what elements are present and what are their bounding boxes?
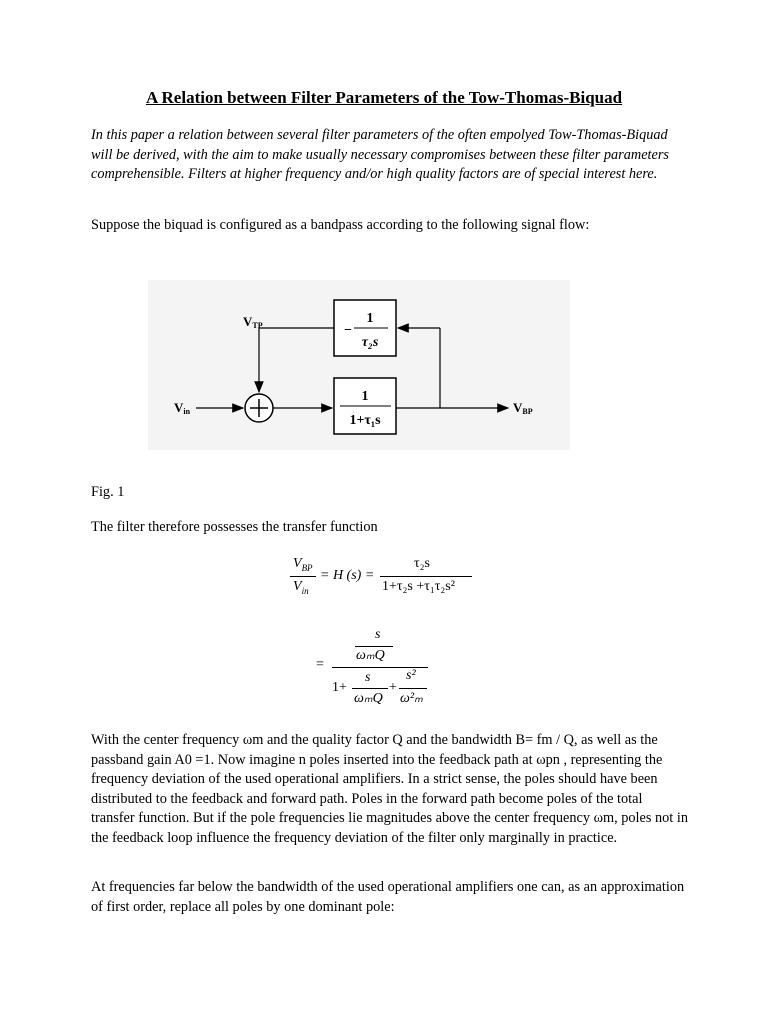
eq1-rhs-num: τ₂s	[414, 556, 430, 571]
top-block-den: τ₂s	[361, 335, 379, 350]
eq2-num-den: ωₘQ	[356, 648, 385, 663]
svg-text:VBP	[513, 400, 533, 416]
top-block-num: 1	[366, 311, 374, 326]
eq2-equals: =	[316, 657, 324, 672]
eq2-den-t1-den: ωₘQ	[354, 691, 383, 706]
eq2-den-t1-num: s	[365, 670, 371, 685]
body-paragraph-1: With the center frequency ωm and the quality factor Q and the bandwidth B= fm / Q, as well as the passband gain A0 =1. Now imagine n poles inserted into the feedback path at ωpn , representing the frequency deviation of the used operational amplifiers. In a strict sense, the poles should have been distributed to the feedback and forward path. Poles in the forward path become poles of the total transfer function. But if the pole frequencies lie magnitudes above the center frequency ωm, poles not in the feedback loop influence the frequency deviation of the filter only marginally in practice.	[91, 732, 688, 846]
eq2-num-num: s	[375, 627, 381, 642]
eq2-den-plus: +	[389, 680, 397, 695]
eq1-mid: = H (s) =	[320, 568, 375, 583]
vin-label: V	[174, 400, 184, 415]
vtp-label: V	[243, 314, 253, 329]
vbp-label: V	[513, 400, 523, 415]
intro-paragraph: Suppose the biquad is configured as a bandpass according to the following signal flow:	[91, 217, 590, 233]
signal-flow-figure	[148, 280, 570, 450]
body-paragraph-2: At frequencies far below the bandwidth of the used operational amplifiers one can, as an approximation of first order, replace all poles by one dominant pole:	[91, 879, 685, 915]
eq1-lhs-den: $V_{in}$	[293, 579, 309, 596]
eq1-lhs-num: $V_{BP}$	[293, 556, 313, 573]
eq1-rhs-den: 1+τ₂s +τ₁τ₂s²	[382, 579, 455, 594]
block-diagram	[148, 280, 570, 450]
eq2-den-t2-den: ω²ₘ	[400, 691, 423, 706]
abstract: In this paper a relation between several filter parameters of the often empolyed Tow-Thomas-Biquad will be derived, with the aim to make usually necessary compromises between these filter parameters comprehensible. Filters at higher frequency and/or high quality factors are of special interest here.	[91, 127, 669, 183]
eq2-den-t2-num: s²	[406, 668, 416, 683]
eq2-den-one: 1+	[332, 680, 347, 695]
bottom-block-den: 1+τ₁s	[349, 413, 381, 428]
svg-text:VTP	[243, 314, 263, 330]
bottom-block-num: 1	[361, 389, 369, 404]
vtp-sub: TP	[252, 321, 263, 330]
transfer-intro: The filter therefore possesses the transfer function	[91, 519, 378, 535]
top-block-sign: −	[344, 323, 352, 338]
vin-sub: in	[183, 407, 191, 416]
vbp-sub: BP	[522, 407, 533, 416]
figure-caption: Fig. 1	[91, 484, 125, 500]
svg-text:Vin	[174, 400, 191, 416]
paper-title: A Relation between Filter Parameters of the Tow-Thomas-Biquad	[145, 88, 623, 107]
